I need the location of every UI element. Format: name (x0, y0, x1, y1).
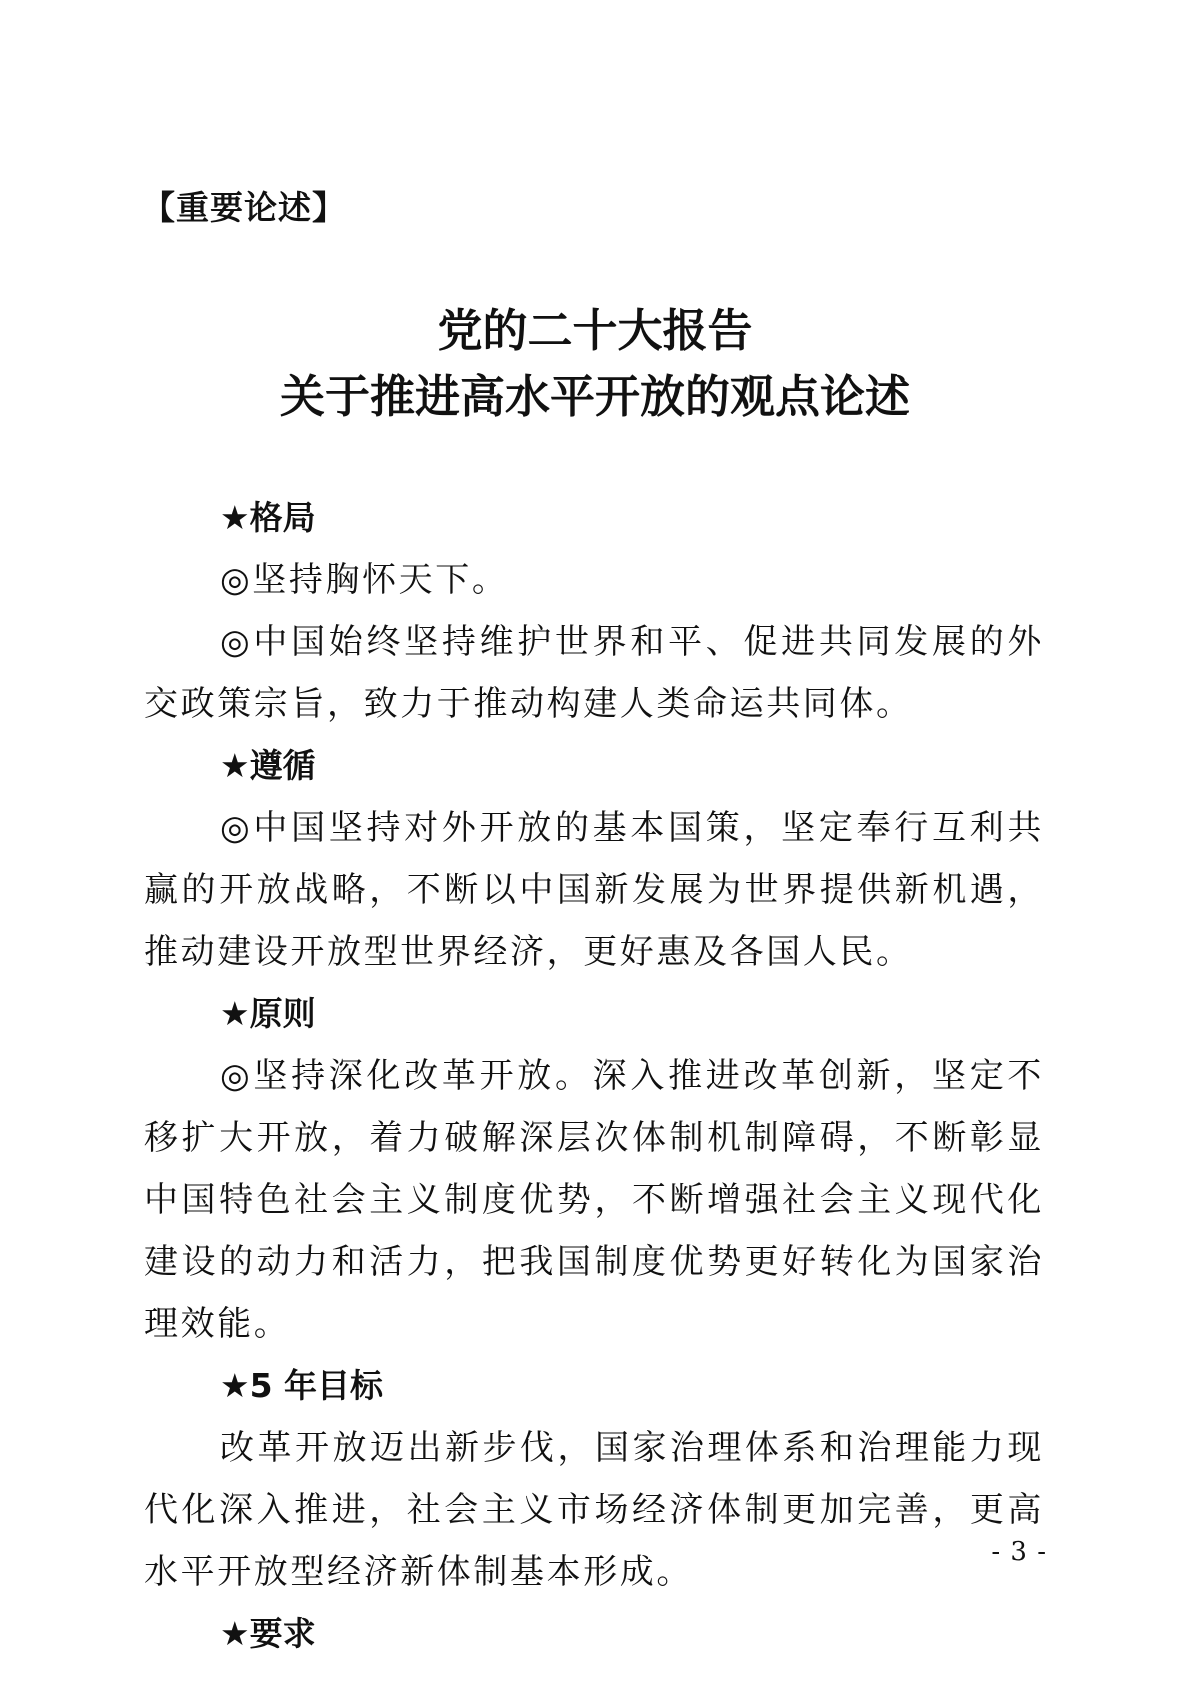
paragraph-foreign-policy-purpose: ◎中国始终坚持维护世界和平、促进共同发展的外交政策宗旨，致力于推动构建人类命运共同体。 (144, 622, 1044, 724)
document-title-line-2: 关于推进高水平开放的观点论述 (279, 370, 910, 423)
page-number: - 3 - (991, 1537, 1047, 1567)
paragraph-basic-state-policy: ◎中国坚持对外开放的基本国策，坚定奉行互利共赢的开放战略，不断以中国新发展为世界提供新机遇，推动建设开放型世界经济，更好惠及各国人民。 (144, 808, 1044, 972)
section-heading-five-year-goals: ★5 年目标 (220, 1366, 384, 1405)
document-title-line-1: 党的二十大报告 (437, 304, 753, 357)
document-body (144, 487, 1044, 1665)
section-tag: 【重要论述】 (142, 188, 346, 227)
section-heading-principle: ★原则 (220, 994, 316, 1033)
section-heading-pattern: ★格局 (220, 498, 316, 537)
paragraph-five-year-goals: 改革开放迈出新步伐，国家治理体系和治理能力现代化深入推进，社会主义市场经济体制更加完善，更高水平开放型经济新体制基本形成。 (144, 1428, 1044, 1592)
paragraph-keep-world-in-mind: ◎坚持胸怀天下。 (220, 560, 509, 600)
section-heading-follow: ★遵循 (220, 746, 316, 785)
section-heading-requirements: ★要求 (220, 1614, 316, 1653)
paragraph-deepen-reform-opening: ◎坚持深化改革开放。深入推进改革创新，坚定不移扩大开放，着力破解深层次体制机制障碍，不断彰显中国特色社会主义制度优势，不断增强社会主义现代化建设的动力和活力，把我国制度优势更好转化为国家治理效能。 (144, 1056, 1044, 1344)
